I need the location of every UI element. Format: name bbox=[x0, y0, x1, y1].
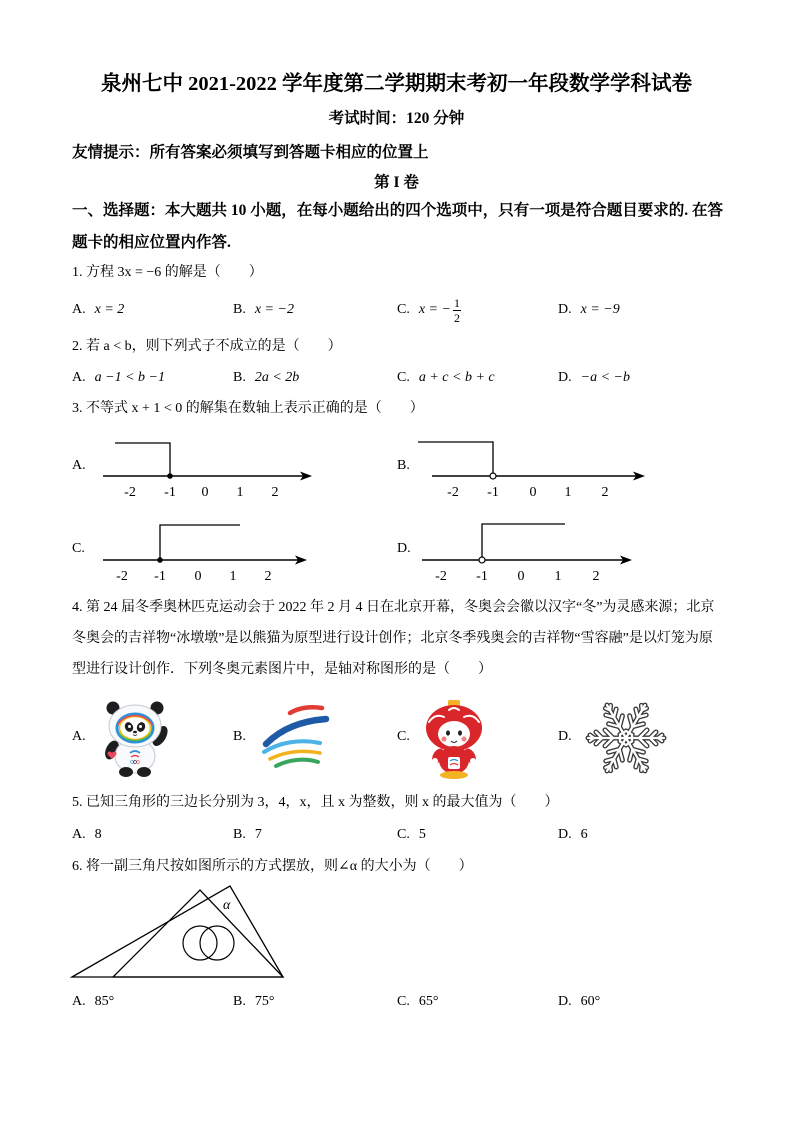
q4-stem: 4. 第 24 届冬季奥林匹克运动会于 2022 年 2 月 4 日在北京开幕，冬奥会会徽以汉字“冬”为灵感来源；北京冬奥会的吉祥物“冰墩墩”是以熊猫为原型进行设计创作；北京冬季残奥会的吉祥物“雪容融”是以灯笼为原型进行设计创作．下列冬奥元素图片中，是轴对称图形的是（ ） bbox=[72, 600, 715, 677]
mascot-body bbox=[430, 746, 479, 779]
q3-option-c-label bbox=[72, 534, 85, 564]
q1-option-c bbox=[397, 295, 461, 325]
option-label: B. bbox=[233, 729, 246, 744]
volume-heading: 第 I 卷 bbox=[374, 174, 419, 191]
fraction bbox=[453, 296, 461, 325]
option-label: B. bbox=[233, 994, 246, 1009]
closed-dot bbox=[157, 557, 163, 563]
option-text: −a < −b bbox=[580, 370, 630, 385]
snowflake-fill bbox=[588, 701, 664, 775]
option-text: x = −2 bbox=[254, 302, 294, 317]
tick-label: 1 bbox=[236, 485, 244, 500]
q4-option-c-label bbox=[397, 722, 410, 752]
q2-option-b bbox=[233, 363, 299, 393]
open-dot bbox=[479, 557, 485, 563]
option-label: A. bbox=[72, 370, 86, 385]
q5-option-d bbox=[558, 820, 588, 850]
option-text: 65° bbox=[418, 994, 439, 1009]
option-label: D. bbox=[558, 729, 572, 744]
option-label: B. bbox=[233, 827, 246, 842]
triangle-30-60 bbox=[72, 886, 283, 977]
q2-option-d bbox=[558, 363, 630, 393]
option-label: A. bbox=[72, 458, 86, 473]
q6-option-c bbox=[397, 987, 438, 1017]
tick-label: -1 bbox=[487, 485, 499, 500]
q3-stem: 3. 不等式 x + 1 < 0 的解集在数轴上表示正确的是（ ） bbox=[72, 401, 424, 416]
tick-label: 2 bbox=[264, 569, 272, 584]
snowflake-image bbox=[578, 696, 674, 780]
angle-alpha-label: α bbox=[223, 898, 231, 913]
q1-stem: 1. 方程 3x = −6 的解是（ ） bbox=[72, 265, 263, 280]
tick-label: 1 bbox=[554, 569, 562, 584]
option-text: 8 bbox=[94, 827, 102, 842]
q5-option-c bbox=[397, 820, 426, 850]
closed-dot bbox=[167, 473, 173, 479]
option-label: D. bbox=[558, 302, 572, 317]
solution-bracket bbox=[482, 524, 565, 557]
tick-label: 0 bbox=[194, 569, 202, 584]
option-label: C. bbox=[397, 370, 410, 385]
q1-option-d bbox=[558, 295, 620, 325]
q1-option-a bbox=[72, 295, 124, 325]
q4-option-b-label bbox=[233, 722, 246, 752]
option-text: x = 2 bbox=[94, 302, 125, 317]
option-label: D. bbox=[397, 541, 411, 556]
tick-label: 1 bbox=[229, 569, 237, 584]
option-label: B. bbox=[233, 370, 246, 385]
option-label: A. bbox=[72, 827, 86, 842]
number-line-b bbox=[415, 435, 650, 500]
option-text: 6 bbox=[580, 827, 588, 842]
q1-option-b bbox=[233, 295, 294, 325]
q5-stem: 5. 已知三角形的三边长分别为 3，4，x，且 x 为整数，则 x 的最大值为（ ） bbox=[72, 795, 559, 810]
solution-bracket bbox=[418, 442, 493, 473]
tick-label: -2 bbox=[116, 569, 128, 584]
option-text: a −1 < b −1 bbox=[94, 370, 165, 385]
option-text: 75° bbox=[254, 994, 275, 1009]
option-text: a + c < b + c bbox=[418, 370, 495, 385]
emblem-ribbons bbox=[264, 707, 326, 766]
option-text: 2a < 2b bbox=[254, 370, 300, 385]
fraction-denominator: 2 bbox=[453, 310, 460, 325]
option-label: D. bbox=[558, 370, 572, 385]
tick-label: 0 bbox=[529, 485, 537, 500]
q3-option-a-label bbox=[72, 451, 86, 481]
mascot-face bbox=[438, 721, 470, 747]
option-label: A. bbox=[72, 302, 86, 317]
q3-option-b-label bbox=[397, 451, 410, 481]
number-line-a bbox=[100, 435, 315, 500]
bing-dwen-dwen-image bbox=[95, 698, 175, 778]
option-text: x = −9 bbox=[580, 302, 620, 317]
option-label: C. bbox=[397, 827, 410, 842]
option-text: 5 bbox=[418, 827, 426, 842]
q6-option-b bbox=[233, 987, 274, 1017]
tick-label: -1 bbox=[164, 485, 176, 500]
q5-option-b bbox=[233, 820, 262, 850]
tick-label: 0 bbox=[517, 569, 525, 584]
shuey-rhon-rhon-image bbox=[414, 698, 494, 780]
page-title: 泉州七中 2021-2022 学年度第二学期期末考初一年段数学学科试卷 bbox=[100, 73, 693, 95]
solution-bracket bbox=[115, 443, 170, 476]
exam-time: 考试时间：120 分钟 bbox=[328, 110, 465, 127]
q3-option-d-label bbox=[397, 534, 411, 564]
number-line-d bbox=[418, 520, 640, 585]
q6-option-a bbox=[72, 987, 114, 1017]
tick-label: 2 bbox=[271, 485, 279, 500]
tip-notice: 友情提示：所有答案必须填写到答题卡相应的位置上 bbox=[72, 144, 429, 161]
option-text: x = − bbox=[418, 302, 451, 317]
section-heading: 一、选择题：本大题共 10 小题，在每小题给出的四个选项中，只有一项是符合题目要求的. 在答题卡的相应位置内作答. bbox=[72, 202, 724, 251]
option-label: D. bbox=[558, 994, 572, 1009]
tick-label: -2 bbox=[447, 485, 459, 500]
tick-label: -1 bbox=[154, 569, 166, 584]
open-dot bbox=[490, 473, 496, 479]
option-label: B. bbox=[233, 302, 246, 317]
option-label: A. bbox=[72, 729, 86, 744]
tick-label: -1 bbox=[476, 569, 488, 584]
tick-label: 1 bbox=[564, 485, 572, 500]
tick-label: 0 bbox=[201, 485, 209, 500]
option-label: A. bbox=[72, 994, 86, 1009]
option-label: D. bbox=[558, 827, 572, 842]
q2-option-c bbox=[397, 363, 495, 393]
q6-stem: 6. 将一副三角尺按如图所示的方式摆放，则∠α 的大小为（ ） bbox=[72, 859, 473, 874]
tick-label: -2 bbox=[435, 569, 447, 584]
q5-option-a bbox=[72, 820, 102, 850]
q6-option-d bbox=[558, 987, 600, 1017]
option-label: C. bbox=[72, 541, 85, 556]
tick-label: 2 bbox=[601, 485, 609, 500]
q2-stem: 2. 若 a < b，则下列式子不成立的是（ ） bbox=[72, 339, 342, 354]
tick-label: -2 bbox=[124, 485, 136, 500]
option-text: 60° bbox=[580, 994, 601, 1009]
q2-option-a bbox=[72, 363, 165, 393]
winter-olympics-emblem-image bbox=[256, 702, 332, 772]
option-text: 85° bbox=[94, 994, 115, 1009]
option-label: C. bbox=[397, 729, 410, 744]
mascot-face bbox=[122, 718, 149, 738]
q4-option-d-label bbox=[558, 722, 572, 752]
q4-option-a-label bbox=[72, 722, 86, 752]
option-label: C. bbox=[397, 302, 410, 317]
solution-bracket bbox=[160, 525, 240, 560]
option-label: B. bbox=[397, 458, 410, 473]
set-square-figure bbox=[60, 880, 300, 985]
tick-label: 2 bbox=[592, 569, 600, 584]
fraction-numerator: 1 bbox=[453, 295, 460, 310]
option-text: 7 bbox=[254, 827, 262, 842]
option-label: C. bbox=[397, 994, 410, 1009]
number-line-c bbox=[100, 520, 312, 585]
